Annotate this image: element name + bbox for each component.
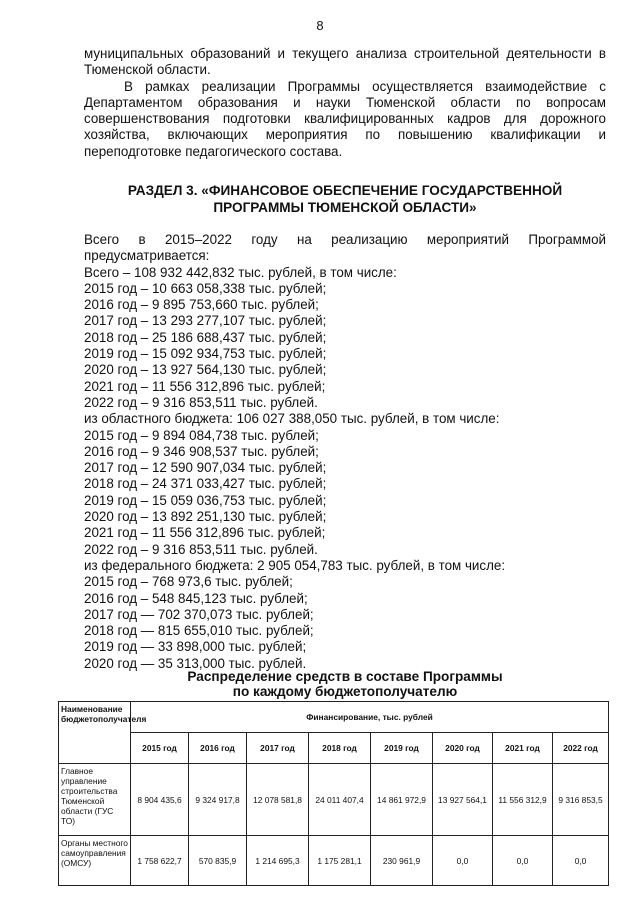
paragraph-line: Тюменской области.	[84, 62, 211, 78]
year-amount-line: 2015 год – 9 894 084,738 тыс. рублей;	[84, 427, 319, 443]
year-amount-line: 2018 год — 815 655,010 тыс. рублей;	[84, 623, 314, 639]
year-amount-line: 2016 год – 548 845,123 тыс. рублей;	[84, 590, 308, 606]
federal-years-list	[84, 574, 606, 672]
year-header: 2018 год	[309, 733, 371, 764]
year-amount-line: 2018 год – 25 186 688,437 тыс. рублей;	[84, 329, 327, 345]
section-heading	[84, 182, 606, 216]
funding-value: 14 861 972,9	[371, 764, 433, 836]
funding-total: Всего – 108 932 442,832 тыс. рублей, в том числе:	[84, 264, 397, 280]
funding-summary	[84, 232, 606, 672]
funding-value: 1 175 281,1	[309, 836, 371, 886]
distribution-table	[58, 701, 609, 886]
year-header: 2020 год	[433, 733, 493, 764]
year-amount-line: 2017 год — 702 370,073 тыс. рублей;	[84, 606, 314, 622]
funding-value: 0,0	[553, 836, 609, 886]
regional-years-list	[84, 428, 606, 558]
funding-intro-line: Всего в 2015–2022 году на реализацию мероприятий Программой	[84, 232, 606, 247]
recipient-name: Органы местного самоуправления (ОМСУ)	[59, 836, 131, 886]
year-amount-line: 2016 год – 9 346 908,537 тыс. рублей;	[84, 443, 319, 459]
funding-federal: из федерального бюджета: 2 905 054,783 тыс. рублей, в том числе:	[84, 557, 506, 573]
funding-value: 9 324 917,8	[189, 764, 247, 836]
funding-intro-line: предусматривается:	[84, 248, 210, 264]
funding-value: 0,0	[433, 836, 493, 886]
distribution-title	[84, 669, 606, 699]
year-amount-line: 2019 год – 15 059 036,753 тыс. рублей;	[84, 492, 327, 508]
year-amount-line: 2019 год – 15 092 934,753 тыс. рублей;	[84, 346, 327, 362]
year-amount-line: 2020 год — 35 313,000 тыс. рублей.	[84, 655, 307, 671]
table-row	[59, 764, 609, 836]
year-amount-line: 2018 год – 24 371 033,427 тыс. рублей;	[84, 476, 327, 492]
year-header: 2015 год	[131, 733, 189, 764]
year-amount-line: 2015 год – 768 973,6 тыс. рублей;	[84, 574, 293, 590]
year-amount-line: 2017 год – 13 293 277,107 тыс. рублей;	[84, 313, 327, 329]
funding-value: 12 078 581,8	[247, 764, 309, 836]
year-header: 2019 год	[371, 733, 433, 764]
year-amount-line: 2022 год – 9 316 853,511 тыс. рублей.	[84, 541, 318, 557]
section-heading-line: РАЗДЕЛ 3. «ФИНАНСОВОЕ ОБЕСПЕЧЕНИЕ ГОСУДАРСТВЕННОЙ	[127, 183, 563, 198]
recipient-header: Наименование бюджетополучателя	[59, 702, 131, 764]
year-amount-line: 2017 год – 12 590 907,034 тыс. рублей;	[84, 460, 327, 476]
intro-text	[84, 46, 606, 160]
funding-value: 9 316 853,5	[553, 764, 609, 836]
funding-value: 24 011 407,4	[309, 764, 371, 836]
year-amount-line: 2020 год – 13 927 564,130 тыс. рублей;	[84, 362, 327, 378]
page-number: 8	[316, 18, 324, 33]
funding-value: 13 927 564,1	[433, 764, 493, 836]
funding-value: 0,0	[493, 836, 553, 886]
funding-regional: из областного бюджета: 106 027 388,050 тыс. рублей, в том числе:	[84, 411, 500, 427]
funding-value: 570 835,9	[189, 836, 247, 886]
year-amount-line: 2016 год – 9 895 753,660 тыс. рублей;	[84, 297, 319, 313]
section-heading-line: ПРОГРАММЫ ТЮМЕНСКОЙ ОБЛАСТИ»	[213, 200, 477, 215]
table-body	[59, 764, 609, 886]
financing-header: Финансирование, тыс. рублей	[131, 702, 609, 733]
year-header: 2016 год	[189, 733, 247, 764]
year-header: 2021 год	[493, 733, 553, 764]
year-amount-line: 2021 год – 11 556 312,896 тыс. рублей;	[84, 525, 326, 541]
distribution-title-line: по каждому бюджетополучателю	[232, 684, 458, 699]
table-row	[59, 836, 609, 886]
recipient-name: Главное управление строительства Тюменской области (ГУС ТО)	[59, 764, 131, 836]
year-header-row	[59, 733, 609, 764]
year-header: 2017 год	[247, 733, 309, 764]
funding-value: 1 758 622,7	[131, 836, 189, 886]
total-years-list	[84, 281, 606, 411]
paragraph-cooperation: В рамках реализации Программы осуществляется взаимодействие с Департаментом образования и науки Тюменской области по вопросам совершенствования подготовки квалифицированных кадров для дорожного хозяйства, включающих мероприятия по повышению квалификации и переподготовке педагогического состава.	[84, 78, 606, 159]
paragraph-line: муниципальных образований и текущего анализа строительной деятельности в	[84, 46, 606, 61]
year-amount-line: 2015 год – 10 663 058,338 тыс. рублей;	[84, 280, 327, 296]
year-amount-line: 2020 год – 13 892 251,130 тыс. рублей;	[84, 509, 327, 525]
distribution-title-line: Распределение средств в составе Программы	[187, 669, 503, 684]
funding-value: 8 904 435,6	[131, 764, 189, 836]
year-amount-line: 2021 год – 11 556 312,896 тыс. рублей;	[84, 378, 326, 394]
funding-value: 230 961,9	[371, 836, 433, 886]
year-amount-line: 2022 год – 9 316 853,511 тыс. рублей.	[84, 394, 318, 410]
funding-value: 11 556 312,9	[493, 764, 553, 836]
year-header: 2022 год	[553, 733, 609, 764]
year-amount-line: 2019 год — 33 898,000 тыс. рублей;	[84, 639, 307, 655]
funding-value: 1 214 695,3	[247, 836, 309, 886]
